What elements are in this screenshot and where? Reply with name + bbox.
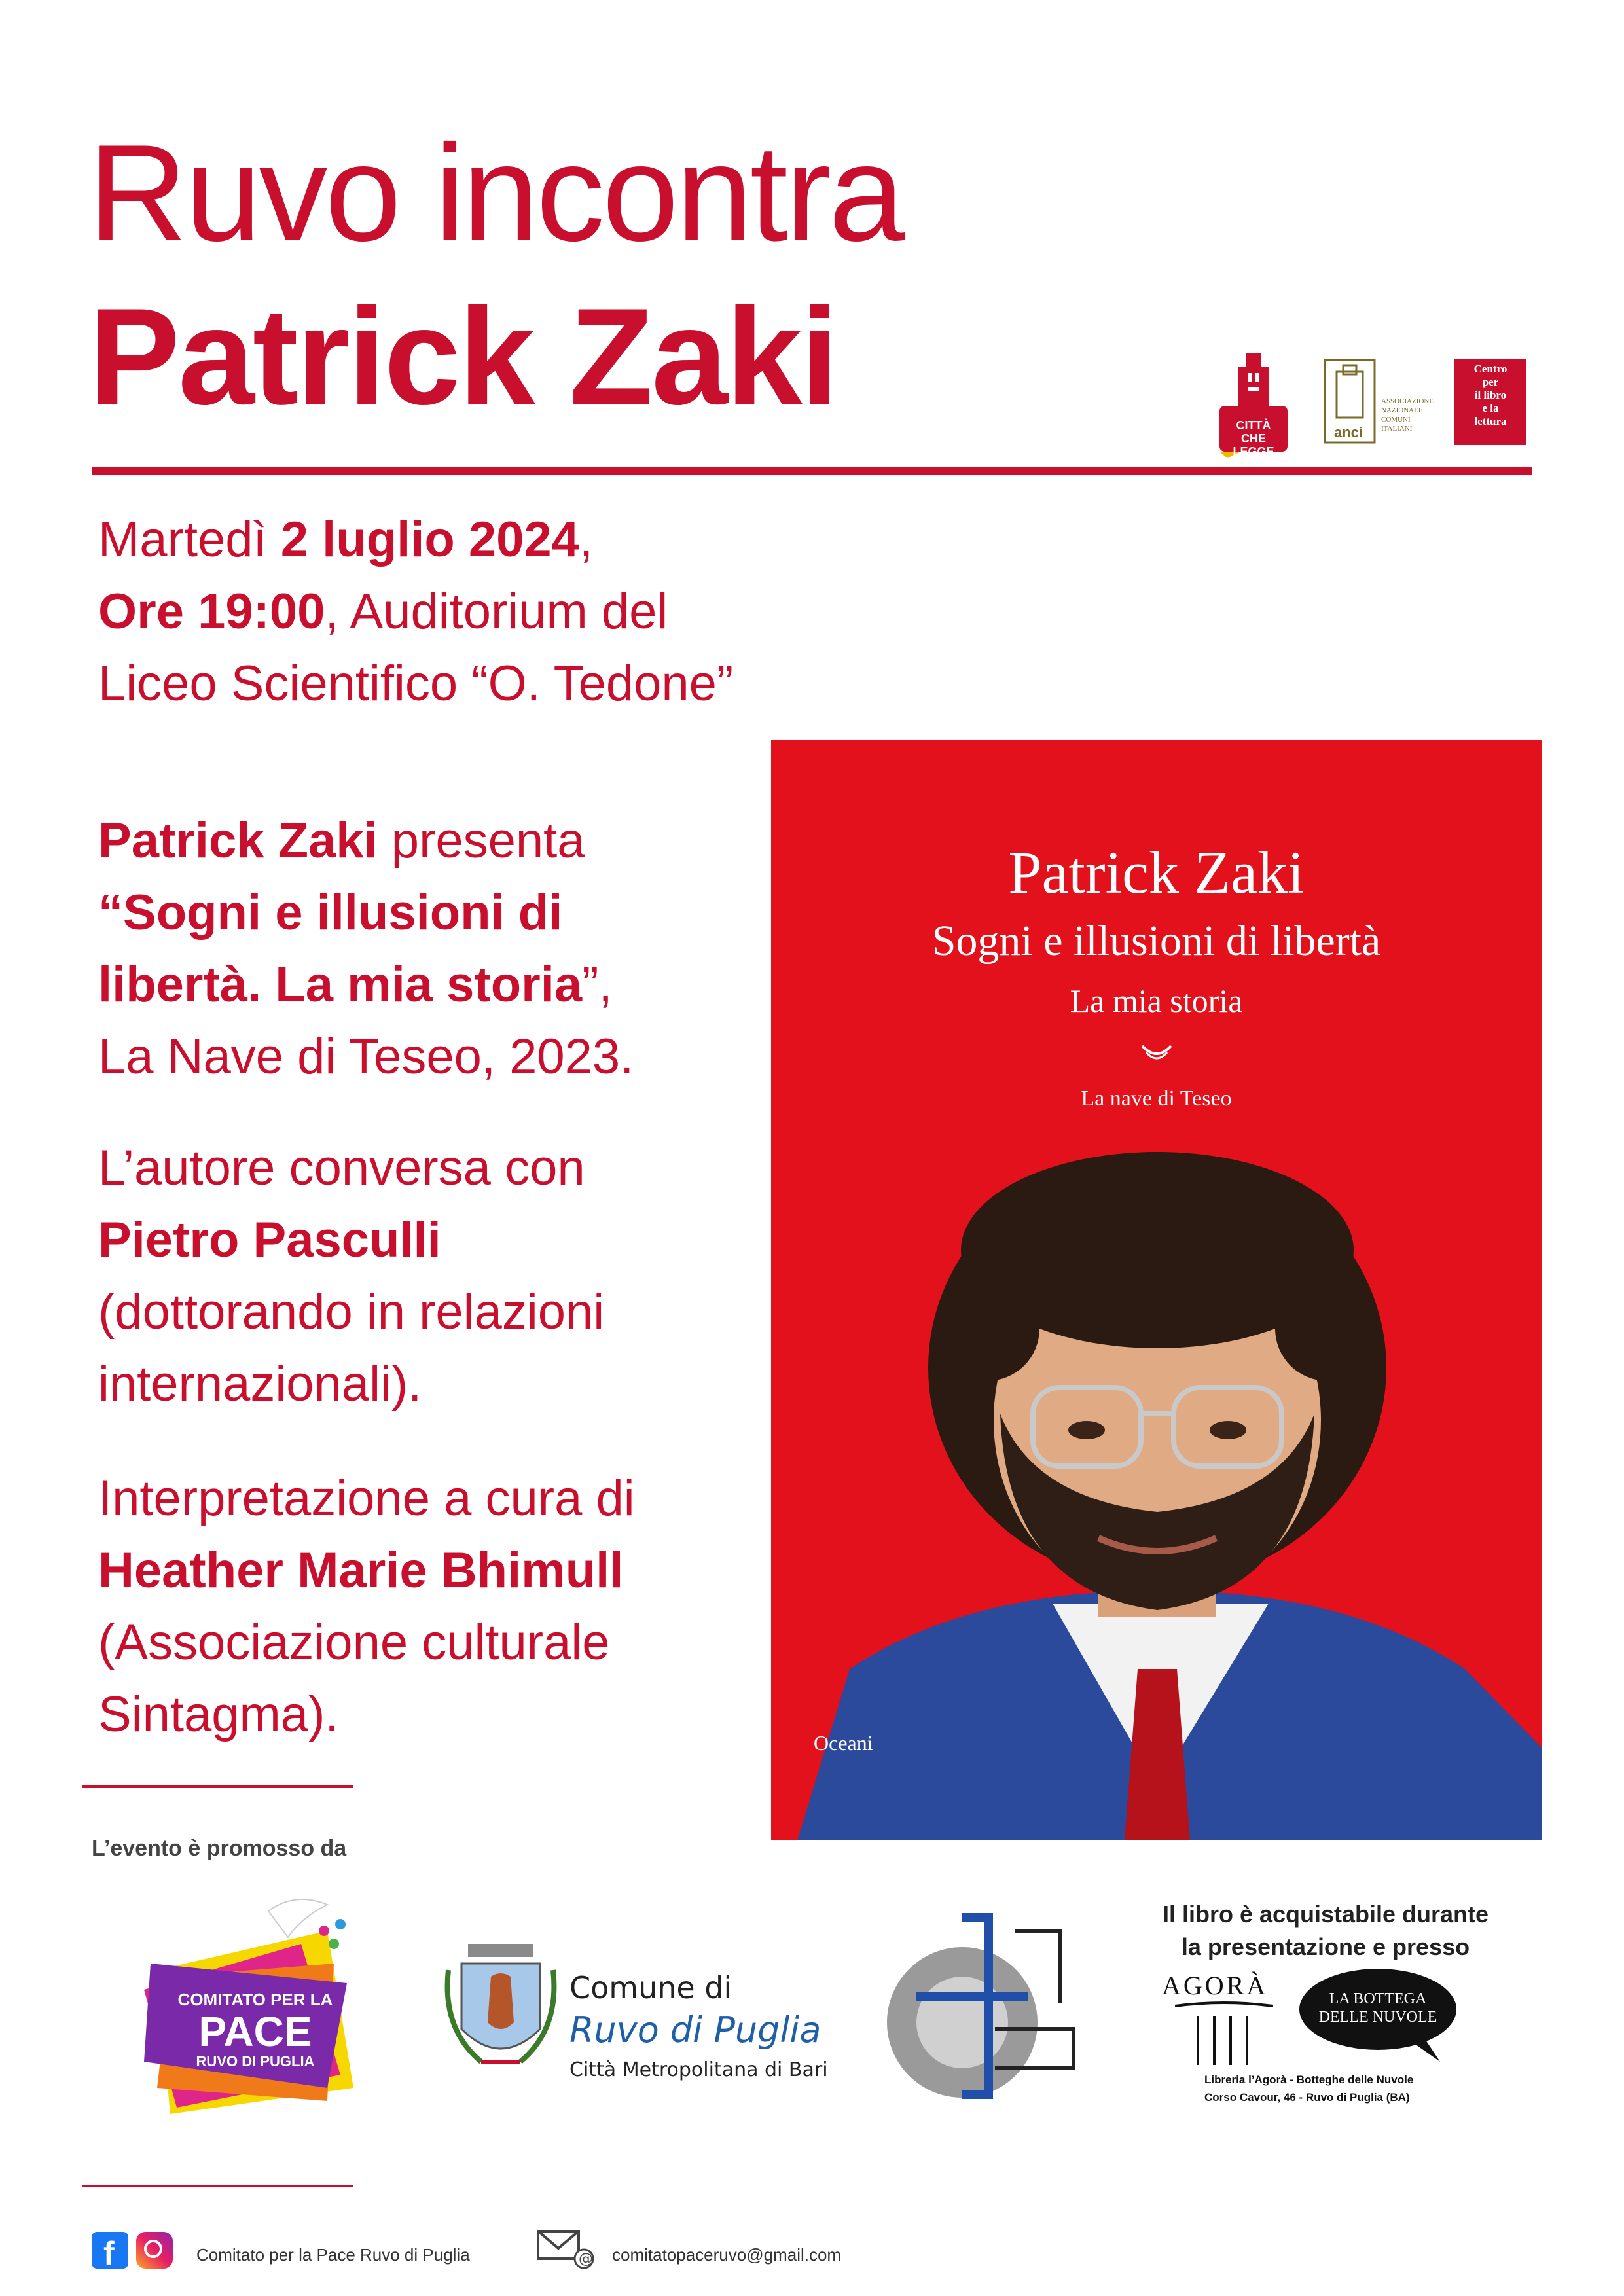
comune-coat-of-arms (442, 1931, 560, 2081)
purchase-line-2: la presentazione e presso (1181, 1933, 1470, 1960)
email-icon (537, 2229, 596, 2269)
facebook-icon[interactable]: f (92, 2232, 128, 2269)
book-title-close: ”, (582, 957, 613, 1013)
interpretation-org-1: (Associazione culturale (98, 1615, 610, 1670)
event-date-line (98, 504, 733, 576)
event-info (98, 504, 733, 720)
bottega-line-2: DELLE NUVOLE (1318, 2009, 1437, 2026)
svg-text:@: @ (579, 2251, 593, 2267)
comitato-pace-logo (131, 1892, 380, 2127)
event-date-suffix: , (579, 512, 594, 567)
event-venue-2: Liceo Scientifico “O. Tedone” (98, 656, 734, 711)
event-date: 2 luglio 2024 (280, 512, 579, 567)
author-portrait (771, 1132, 1542, 1840)
school-logo (864, 1898, 1087, 2121)
pace-line-2: PACE (198, 2008, 312, 2055)
event-time: Ore 19:00 (98, 584, 325, 639)
interpretation-intro: Interpretazione a cura di (98, 1471, 635, 1526)
cover-subtitle: La mia storia (1070, 982, 1243, 1019)
agora-logo-text: AGORÀ (1162, 1971, 1269, 2000)
book-presents: presenta (377, 813, 585, 869)
conversation-intro: L’autore conversa con (98, 1140, 585, 1196)
cover-title: Sogni e illusioni di libertà (931, 917, 1381, 965)
purchase-info (1129, 1898, 1522, 1964)
libreria-line-1: Libreria l’Agorà - Botteghe delle Nuvole (1204, 2073, 1414, 2086)
anci-line: NAZIONALE (1381, 406, 1423, 414)
book-author: Patrick Zaki (98, 813, 378, 869)
divider (82, 2185, 353, 2187)
instagram-icon[interactable] (136, 2232, 173, 2269)
centro-line: e la (1482, 402, 1499, 414)
cover-series: Oceani (814, 1731, 873, 1755)
centro-line: il libro (1474, 389, 1507, 401)
purchase-line-1: Il libro è acquistabile durante (1162, 1901, 1489, 1928)
anci-text (1381, 397, 1434, 433)
anci-line: COMUNI (1381, 416, 1411, 423)
book-title-2: libertà. La mia storia (98, 957, 583, 1013)
book-info (98, 805, 634, 1093)
citta-che-legge-text: CITTÀ CHE LEGGE (1233, 419, 1274, 458)
conversation-name: Pietro Pasculli (98, 1212, 441, 1268)
centro-libro-logo (1454, 359, 1526, 445)
interpretation-org-2: Sintagma). (98, 1687, 339, 1742)
bottega-line-1: LA BOTTEGA (1329, 1990, 1427, 2007)
title-line-1: Ruvo incontra (88, 116, 903, 270)
anci-line: ASSOCIAZIONE (1381, 397, 1434, 405)
centro-line: lettura (1474, 415, 1507, 427)
title-line-2: Patrick Zaki (88, 279, 837, 433)
anci-line: ITALIANI (1381, 425, 1413, 433)
footer-email[interactable]: comitatopaceruvo@gmail.com (612, 2245, 842, 2265)
book-publisher: La Nave di Teseo, 2023. (98, 1029, 634, 1085)
conversation-role-1: (dottorando in relazioni (98, 1284, 605, 1340)
comune-line-2: Ruvo di Puglia (569, 2009, 821, 2051)
interpretation-info (98, 1463, 635, 1751)
publisher-wave-icon (771, 1041, 1542, 1070)
event-day: Martedì (98, 512, 281, 567)
comune-line-1: Comune di (569, 1970, 732, 2005)
cover-publisher: La nave di Teseo (1081, 1086, 1232, 1111)
anci-name: anci (1334, 424, 1363, 440)
header-rule (92, 467, 1532, 475)
book-cover (771, 740, 1542, 1840)
event-time-line (98, 576, 733, 648)
conversation-role-2: internazionali). (98, 1356, 422, 1412)
pace-line-3: RUVO DI PUGLIA (196, 2053, 315, 2070)
centro-line: per (1482, 376, 1499, 388)
agora-logo (1162, 1970, 1286, 2068)
citta-che-legge-logo (1214, 353, 1293, 458)
centro-line: Centro (1473, 363, 1507, 375)
interpretation-name: Heather Marie Bhimull (98, 1543, 624, 1598)
promoted-label: L’evento è promosso da (92, 1836, 347, 1861)
pace-line-1: COMITATO PER LA (177, 1990, 333, 2009)
book-title-1: “Sogni e illusioni di (98, 885, 563, 941)
anci-logo (1324, 359, 1441, 444)
footer-social-name: Comitato per la Pace Ruvo di Puglia (196, 2245, 470, 2265)
divider (82, 1785, 353, 1788)
comune-line-3: Città Metropolitana di Bari (569, 2058, 828, 2081)
cover-author: Patrick Zaki (1008, 839, 1305, 906)
bottega-nuvole-logo (1296, 1967, 1460, 2065)
event-venue-1: , Auditorium del (325, 584, 668, 639)
conversation-info (98, 1132, 604, 1420)
libreria-line-2: Corso Cavour, 46 - Ruvo di Puglia (BA) (1204, 2091, 1410, 2104)
